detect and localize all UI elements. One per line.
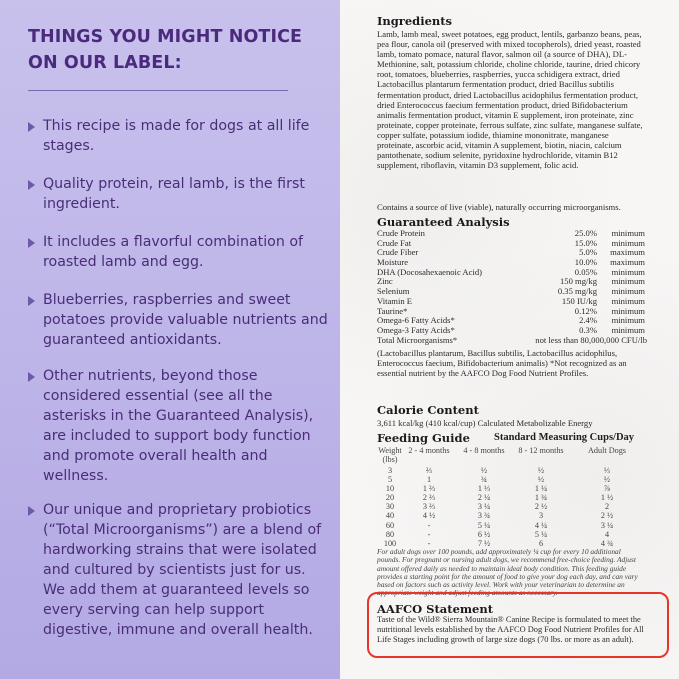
analysis-row: Crude Fiber 5.0% maximum [377,247,645,258]
table-row: 30 3 ⅔ 3 ¼ 2 ½ 2 [385,502,610,512]
column-header: 2 - 4 months [408,446,450,455]
aafco-highlight-box [367,592,669,658]
table-row: 100 - 7 ½ 6 4 ¾ [383,538,614,548]
table-row: 20 2 ⅔ 2 ¼ 1 ¾ 1 ½ [385,493,614,503]
bullet-item [28,232,332,272]
calorie-text: 3,611 kcal/kg (410 kcal/cup) Calculated Metabolizable Energy [377,418,593,428]
analysis-row: DHA (Docosahexaenoic Acid) 0.05% minimum [377,266,645,277]
bullet-item [28,174,332,214]
triangle-bullet-icon [28,122,35,132]
ingredients-title: Ingredients [377,14,453,28]
feeding-guide-subtitle: Standard Measuring Cups/Day [494,432,635,443]
column-header: Weight (lbs) [378,446,402,464]
bullet-text: This recipe is made for dogs at all life stages. [43,118,310,154]
analysis-row-microorganisms: Total Microorganisms* not less than 80,000,000 CFU/lb [377,334,647,345]
analysis-footnote: (Lactobacillus plantarum, Bacillus subtilis, Lactobacillus acidophilus, Enterococcus faecium, Bifidobacterium animalis) *Not recognized as an essential nutrient by the AAFCO Dog Food Nutrient Profiles. [377,348,627,379]
triangle-bullet-icon [28,372,35,382]
bullet-item [28,500,332,640]
analysis-row: Selenium 0.35 mg/kg minimum [377,286,645,297]
feeding-table-body [377,466,645,548]
table-row: 60 - 5 ¼ 4 ¼ 3 ¼ [385,520,614,530]
triangle-bullet-icon [28,296,35,306]
table-row: 80 - 6 ½ 5 ¼ 4 [385,529,610,539]
label-heading: THINGS YOU MIGHT NOTICE ON OUR LABEL: [28,27,303,73]
ingredients-note: Contains a source of live (viable), naturally occurring microorganisms. [377,202,621,212]
column-header: Adult Dogs [588,446,626,455]
column-header: 4 - 8 months [463,446,505,455]
analysis-row: Omega-3 Fatty Acids* 0.3% minimum [377,324,645,335]
analysis-row: Taurine* 0.12% minimum [377,305,645,316]
label-panel [340,0,679,679]
column-header: 8 - 12 months [518,446,564,455]
bullet-text: Our unique and proprietary probiotics (“Total Microorganisms”) are a blend of hardworking strains that were isolated and cultured by scientists just for us. We add them at guaranteed levels so every serving can help support digestive, immune and overall health. [43,502,322,638]
feeding-guide-title: Feeding Guide [377,431,470,445]
bullet-text: Other nutrients, beyond those considered essential (see all the asterisks in the Guaranteed Analysis), are included to support body function and promote overall health and wellness. [43,368,314,484]
table-row: 3 ⅔ ½ ½ ⅓ [387,466,611,475]
bullet-item [28,366,332,486]
bullet-item [28,116,332,156]
bullet-text: Quality protein, real lamb, is the first ingredient. [43,176,305,212]
analysis-row: Vitamin E 150 IU/kg minimum [377,295,645,306]
bullet-item [28,290,332,350]
table-row: 40 4 ½ 3 ¾ 3 2 ½ [385,511,614,521]
calorie-title: Calorie Content [377,403,479,417]
feeding-guide-header [377,431,677,445]
heading-divider [28,90,288,91]
feeding-note: For adult dogs over 100 pounds, add approximately ¼ cup for every 10 additional pounds. For pregnant or nursing adult dogs, we recommend free-choice feeding. Adjust amount offered daily as needed to maintain ideal body condition. This feeding guide provides a starting point for the amount of food to give your dog each day, and can vary based on factors such as activity level. Work with your veterinarian to determine an appropriate weight and adjust feeding amounts as necessary. [377,547,638,598]
guaranteed-analysis-title: Guaranteed Analysis [377,215,510,229]
analysis-row: Moisture 10.0% maximum [377,257,645,268]
triangle-bullet-icon [28,506,35,516]
guaranteed-analysis-table [377,229,647,345]
table-row: 10 1 ⅔ 1 ⅓ 1 ¼ ⅞ [385,484,611,494]
table-row: 5 1 ¾ ½ ½ [387,475,611,485]
analysis-row: Omega-6 Fatty Acids* 2.4% minimum [377,315,645,326]
ingredients-text: Lamb, lamb meal, sweet potatoes, egg product, lentils, garbanzo beans, peas, pea flour, canola oil (preserved with mixed tocopherols), dried yeast, roasted lamb, tomato pomace, natural flavor, salmon oil (a source of DHA), DL-Methionine, salt, potassium chloride, choline chloride, taurine, dried chicory root, tomatoes, blueberries, raspberries, yucca schidigera extract, dried Lactobacillus plantarum fermentation product, dried Bacillus subtilis fermentation product, dried Lactobacillus acidophilus fermentation product, dried Enterococcus faecium fermentation product, dried Bifidobacterium animalis fermentation product, vitamin E supplement, iron proteinate, zinc proteinate, copper proteinate, ferrous sulfate, zinc sulfate, manganese sulfate, copper sulfate, potassium iodide, thiamine mononitrate, manganese proteinate, ascorbic acid, vitamin A supplement, biotin, niacin, calcium pantothenate, sodium selenite, pyridoxine hydrochloride, vitamin B12 supplement, riboflavin, vitamin D3 supplement, folic acid. [377,29,643,171]
bullet-text: It includes a flavorful combination of roasted lamb and egg. [43,234,304,270]
triangle-bullet-icon [28,238,35,248]
feeding-table-headers [377,446,645,464]
aafco-title: AAFCO Statement [377,602,494,616]
analysis-row: Crude Fat 15.0% minimum [377,237,645,248]
aafco-text: Taste of the Wild® Sierra Mountain® Canine Recipe is formulated to meet the nutritional levels established by the AAFCO Dog Food Nutrient Profiles for All Life Stages including growth of large size dogs (70 lbs. or more as an adult). [377,615,644,645]
analysis-row: Zinc 150 mg/kg minimum [377,276,645,287]
bullet-text: Blueberries, raspberries and sweet potatoes provide valuable nutrients and guaranteed antioxidants. [43,292,328,348]
triangle-bullet-icon [28,180,35,190]
analysis-row: Crude Protein 25.0% minimum [377,228,645,238]
